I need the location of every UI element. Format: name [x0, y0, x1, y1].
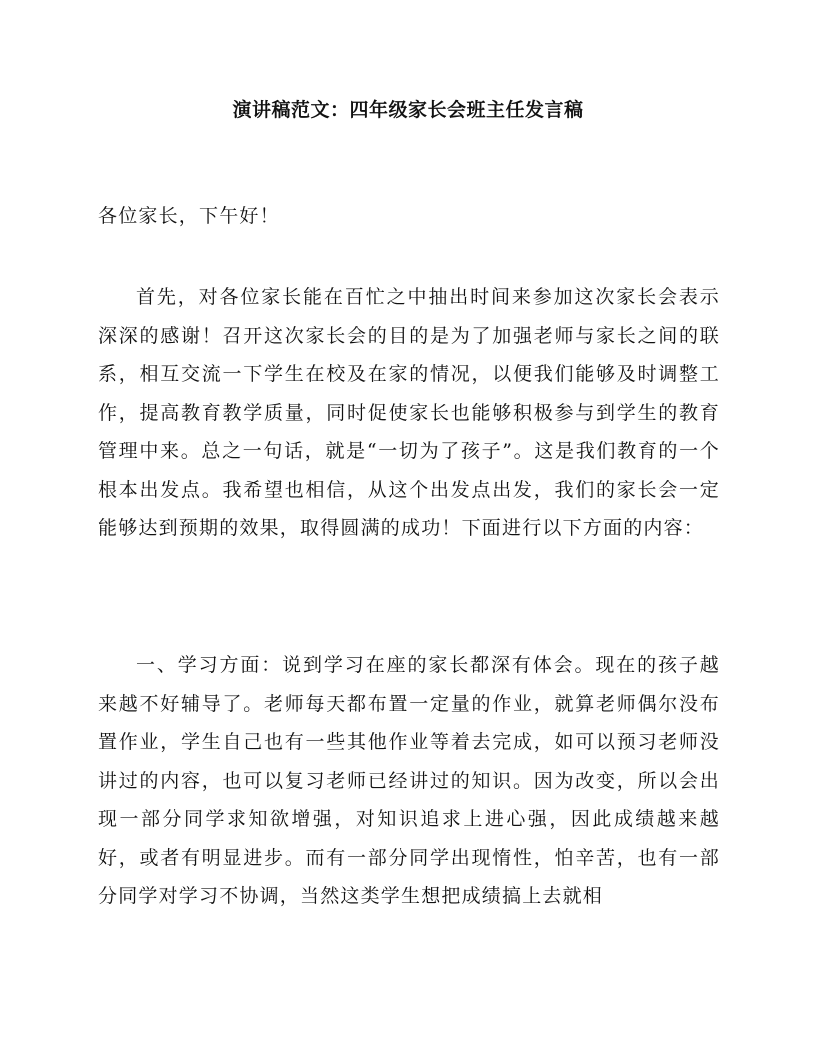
paragraph-intro: 首先，对各位家长能在百忙之中抽出时间来参加这次家长会表示深深的感谢！召开这次家长会的目的是为了加强老师与家长之间的联系，相互交流一下学生在校及在家的情况，以便我们能够及时调整工作，提高教育教学质量，同时促使家长也能够积极参与到学生的教育管理中来。总之一句话，就是“一切为了孩子”。这是我们教育的一个根本出发点。我希望也相信，从这个出发点出发，我们的家长会一定能够达到预期的效果，取得圆满的成功！下面进行以下方面的内容： [98, 286, 720, 539]
greeting-line: 各位家长，下午好！ [98, 205, 280, 227]
paragraph-study: 一、学习方面：说到学习在座的家长都深有体会。现在的孩子越来越不好辅导了。老师每天都布置一定量的作业，就算老师偶尔没布置作业，学生自己也有一些其他作业等着去完成，如可以预习老师没讲过的内容，也可以复习老师已经讲过的知识。因为改变，所以会出现一部分同学求知欲增强，对知识追求上进心强，因此成绩越来越好，或者有明显进步。而有一部分同学出现惰性，怕辛苦，也有一部分同学对学习不协调，当然这类学生想把成绩搞上去就相 [98, 654, 720, 907]
document-title: 演讲稿范文：四年级家长会班主任发言稿 [232, 99, 584, 121]
